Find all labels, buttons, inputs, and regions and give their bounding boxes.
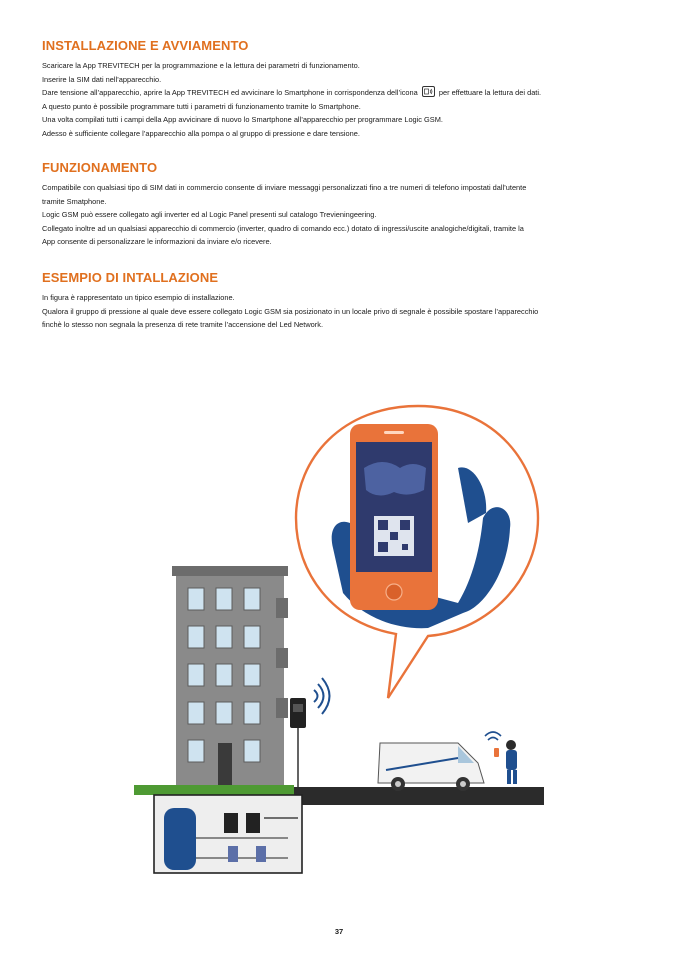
nfc-icon bbox=[422, 86, 435, 97]
building-illustration bbox=[172, 566, 288, 785]
smartphone-illustration bbox=[350, 424, 438, 610]
page-number: 37 bbox=[334, 927, 344, 936]
paragraph-line: Logic GSM può essere collegato agli inverter ed al Logic Panel presenti sul catalogo Trevieningeering. bbox=[42, 210, 377, 220]
paragraph-line: Scaricare la App TREVITECH per la programmazione e la lettura dei parametri di funzionamento. bbox=[42, 61, 360, 70]
technician-illustration bbox=[485, 732, 517, 784]
paragraph-line: Inserire la SIM dati nell’apparecchio. bbox=[42, 74, 162, 84]
paragraph-line: Qualora il gruppo di pressione al quale deve essere collegato Logic GSM sia posizionato in un locale privo di segnale è possibile spostare l’apparecchio bbox=[42, 306, 539, 316]
section-title: ESEMPIO DI INTALLAZIONE bbox=[42, 270, 219, 285]
paragraph-line: Adesso è sufficiente collegare l’apparecchio alla pompa o al gruppo di pressione e dare tensione. bbox=[42, 128, 360, 138]
paragraph-line bbox=[42, 86, 642, 100]
paragraph-line: finchè lo stesso non segnala la presenza di rete tramite l’accensione del Led Network. bbox=[42, 320, 324, 330]
paragraph-line: tramite Smatphone. bbox=[42, 196, 107, 206]
section-title: FUNZIONAMENTO bbox=[42, 160, 158, 175]
section-title: INSTALLAZIONE E AVVIAMENTO bbox=[42, 38, 249, 53]
paragraph-line: Una volta compilati tutti i campi della App avvicinare di nuovo lo Smartphone all’apparecchio per programmare Logic GSM. bbox=[42, 115, 443, 125]
paragraph-line: In figura è rappresentato un tipico esempio di installazione. bbox=[42, 293, 235, 302]
section-funzionamento bbox=[42, 160, 642, 249]
installation-illustration bbox=[128, 398, 558, 888]
paragraph-line: Collegato inoltre ad un qualsiasi apparecchio di commercio (inverter, quadro di comando ecc.) dotato di ingressi/uscite analogiche/digitali, tramite la bbox=[42, 223, 524, 233]
paragraph-line: A questo punto è possibile programmare tutti i parametri di funzionamento tramite lo Smartphone. bbox=[42, 101, 361, 111]
paragraph-text: per effettuare la lettura dei dati. bbox=[438, 88, 542, 98]
section-installazione bbox=[42, 38, 642, 141]
ground-illustration bbox=[134, 785, 544, 873]
paragraph-line: App consente di personalizzare le informazioni da inviare e/o ricevere. bbox=[42, 237, 272, 247]
paragraph-text: Dare tensione all’apparecchio, aprire la App TREVITECH ed avvicinare lo Smartphone in corrispondenza dell’icona bbox=[42, 88, 418, 98]
section-esempio bbox=[42, 270, 642, 332]
van-illustration bbox=[378, 743, 484, 791]
paragraph-line: Compatibile con qualsiasi tipo di SIM dati in commercio consente di inviare messaggi personalizzati fino a tre numeri di telefono impostati dall’utente bbox=[42, 183, 527, 192]
